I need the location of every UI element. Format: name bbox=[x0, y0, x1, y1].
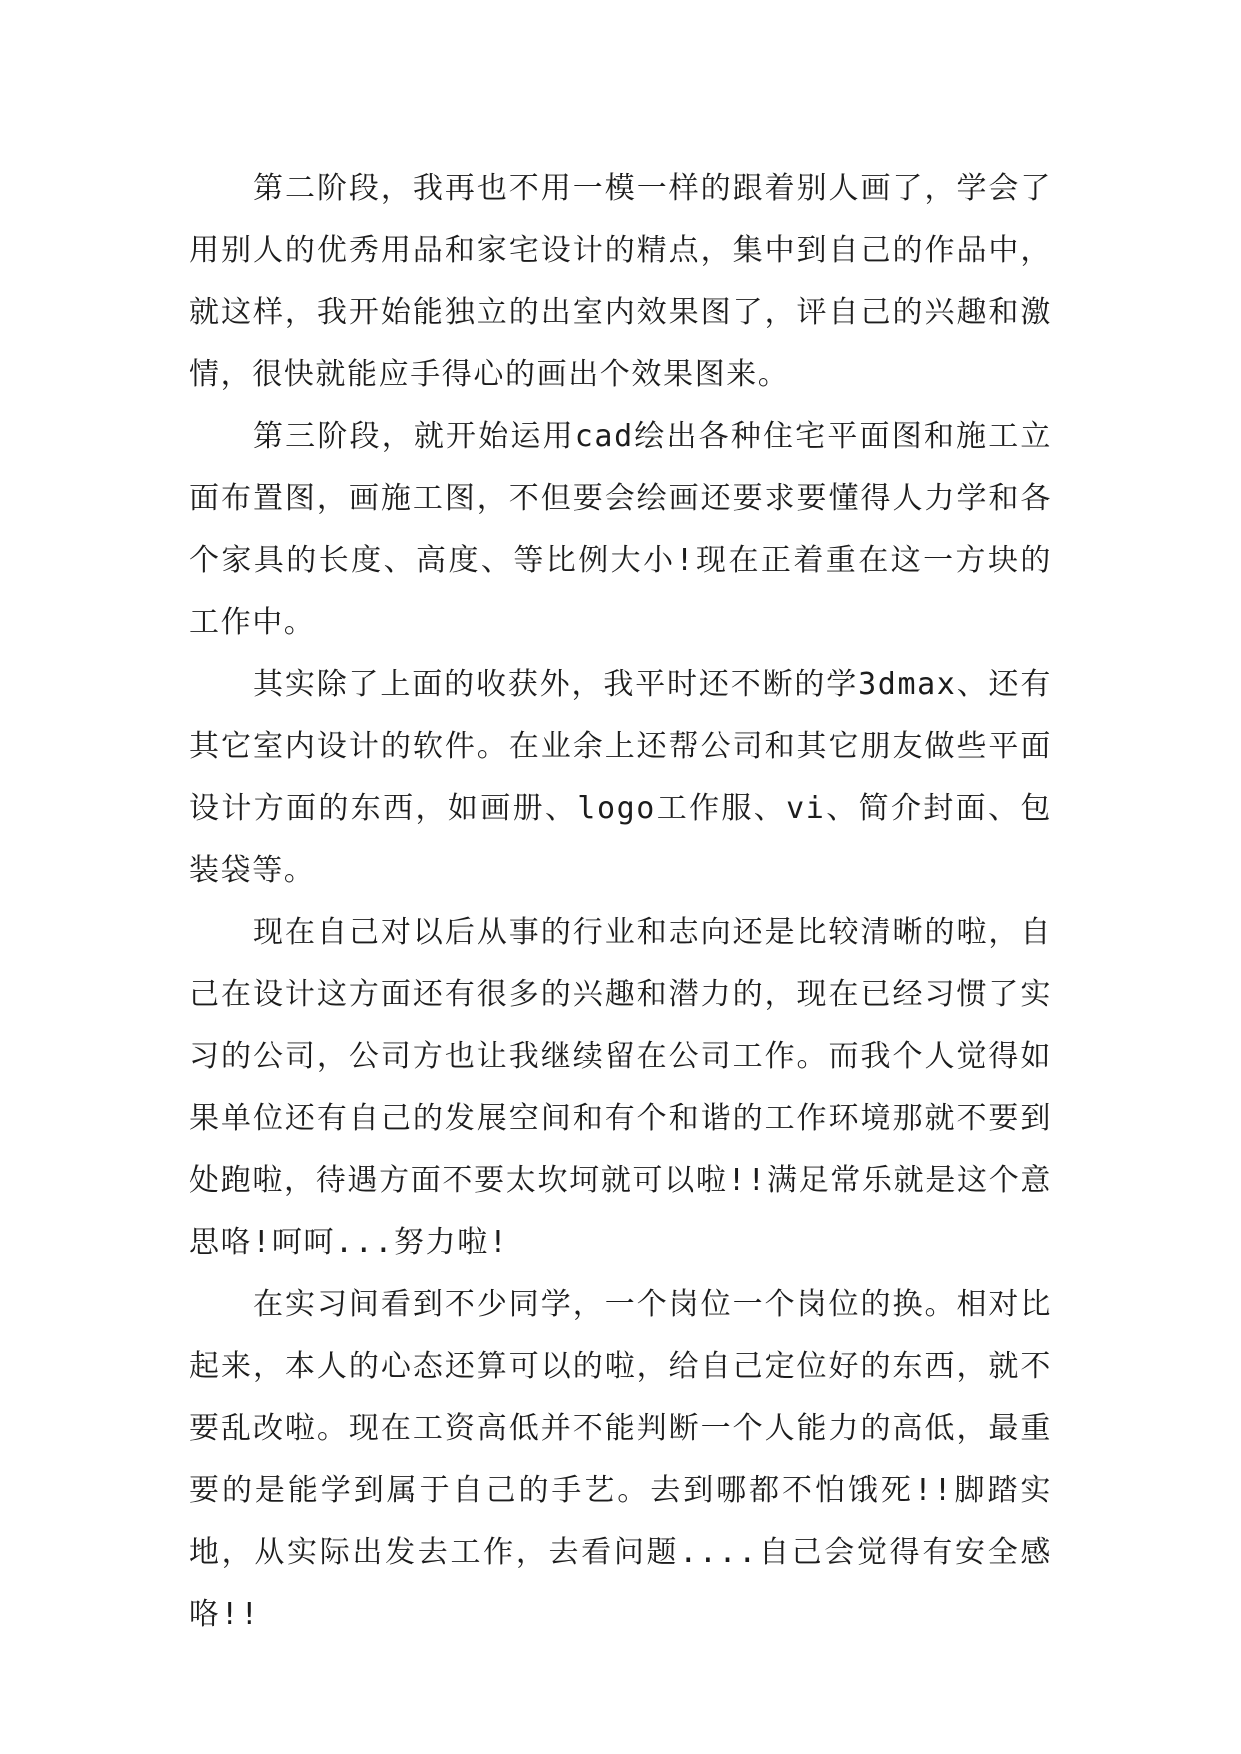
document-body bbox=[189, 158, 1052, 1646]
paragraph-stage-three: 第三阶段，就开始运用cad绘出各种住宅平面图和施工立面布置图，画施工图，不但要会绘画还要求要懂得人力学和各个家具的长度、高度、等比例大小!现在正着重在这一方块的工作中。 bbox=[189, 419, 1052, 640]
paragraph-stage-two: 第二阶段，我再也不用一模一样的跟着别人画了，学会了用别人的优秀用品和家宅设计的精点，集中到自己的作品中，就这样，我开始能独立的出室内效果图了，评自己的兴趣和激情，很快就能应手得心的画出个效果图来。 bbox=[189, 171, 1052, 392]
paragraph-other-skills: 其实除了上面的收获外，我平时还不断的学3dmax、还有其它室内设计的软件。在业余上还帮公司和其它朋友做些平面设计方面的东西，如画册、logo工作服、vi、简介封面、包装袋等。 bbox=[189, 667, 1052, 888]
paragraph-career-outlook: 现在自己对以后从事的行业和志向还是比较清晰的啦，自己在设计这方面还有很多的兴趣和潜力的，现在已经习惯了实习的公司，公司方也让我继续留在公司工作。而我个人觉得如果单位还有自己的发展空间和有个和谐的工作环境那就不要到处跑啦，待遇方面不要太坎坷就可以啦!!满足常乐就是这个意思咯!呵呵...努力啦! bbox=[189, 915, 1052, 1260]
paragraph-mindset: 在实习间看到不少同学，一个岗位一个岗位的换。相对比起来，本人的心态还算可以的啦，给自己定位好的东西，就不要乱改啦。现在工资高低并不能判断一个人能力的高低，最重要的是能学到属于自己的手艺。去到哪都不怕饿死!!脚踏实地，从实际出发去工作，去看问题....自己会觉得有安全感咯!! bbox=[189, 1287, 1052, 1632]
